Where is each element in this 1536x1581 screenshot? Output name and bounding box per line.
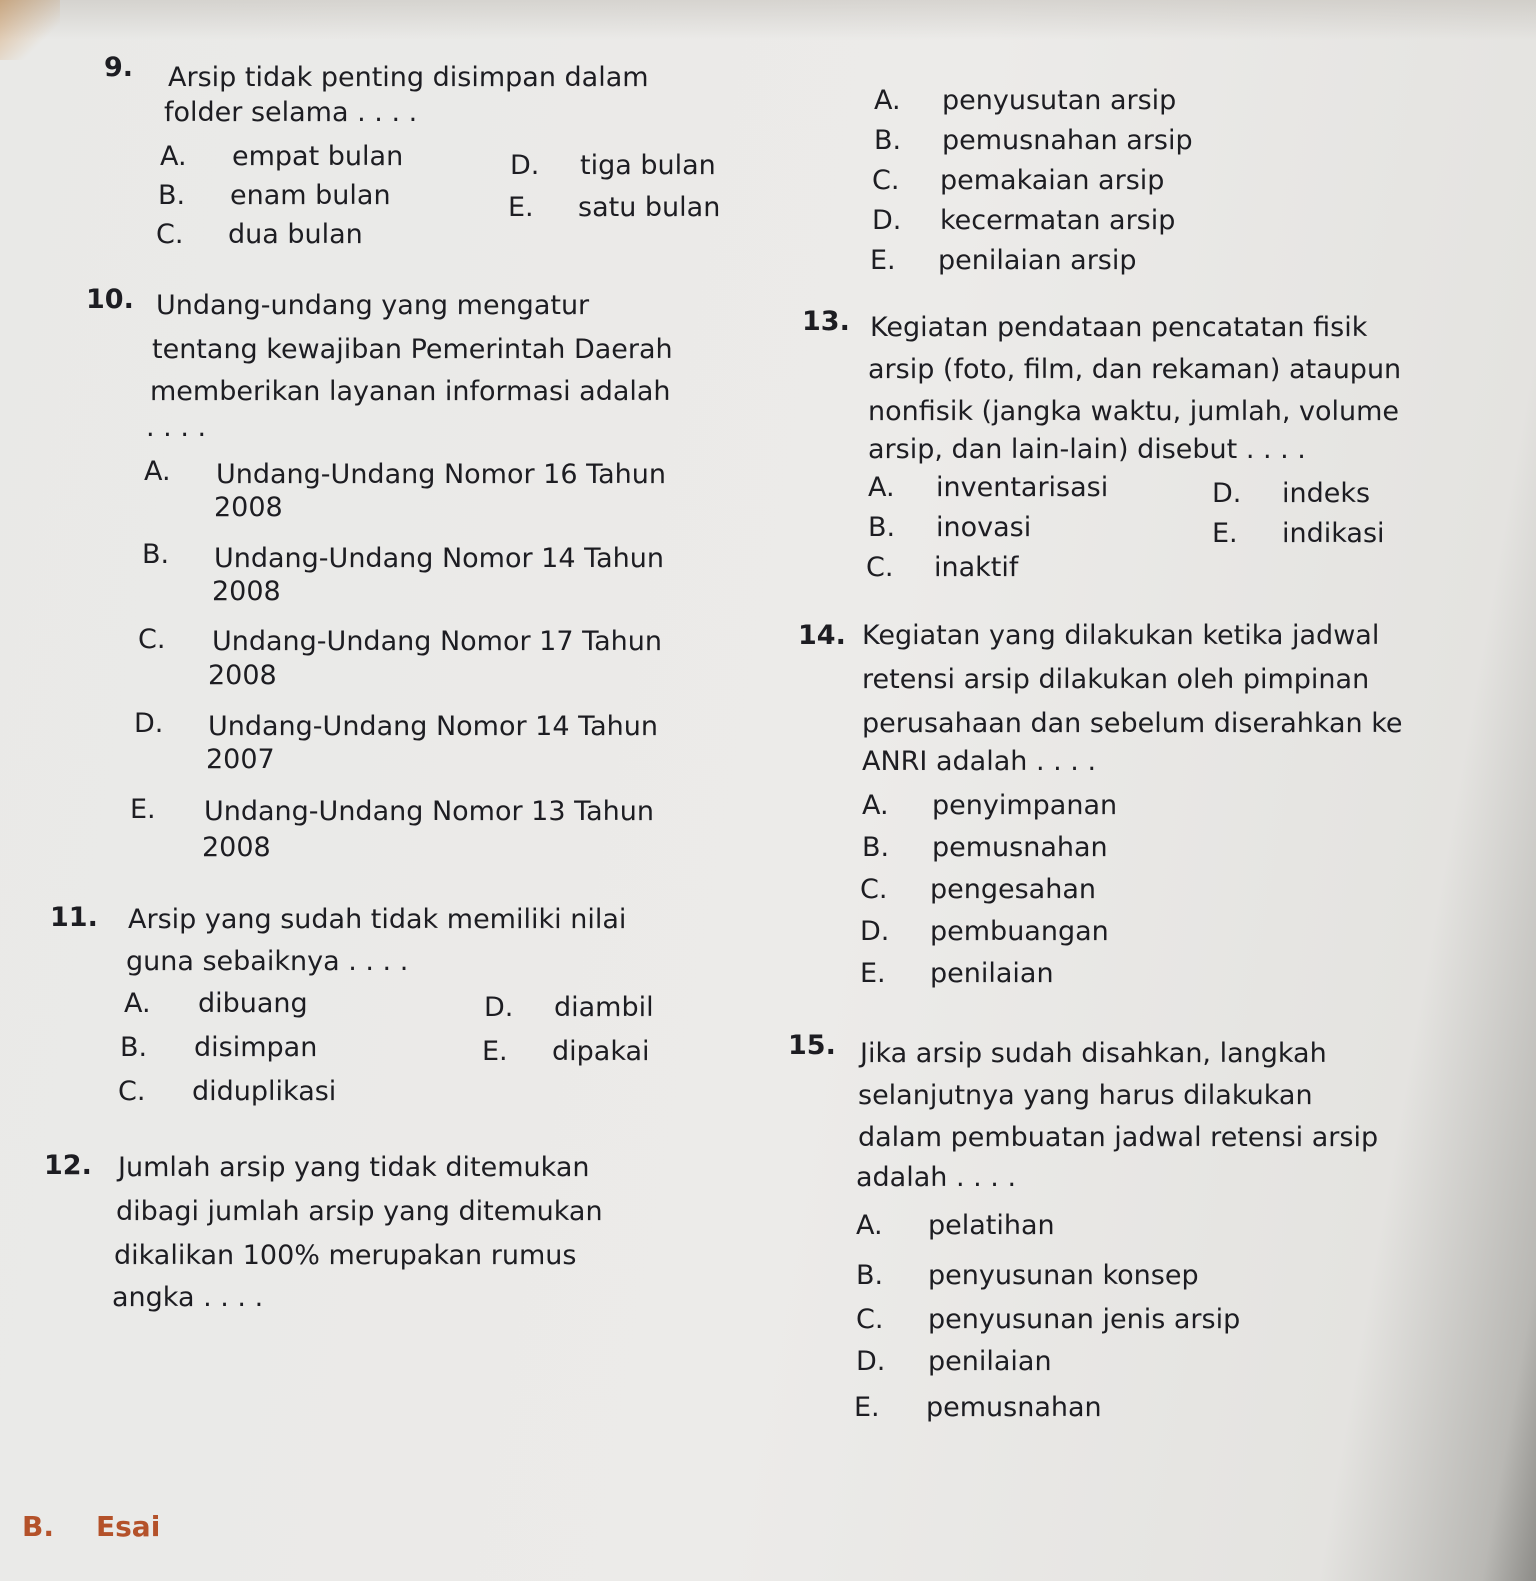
option-letter: E. bbox=[1212, 518, 1238, 549]
option-text-continued: 2008 bbox=[214, 492, 283, 523]
option-text: dibuang bbox=[198, 988, 308, 1019]
question-stem-line: nonfisik (jangka waktu, jumlah, volume bbox=[868, 396, 1400, 427]
question-stem-line: dikalikan 100% merupakan rumus bbox=[114, 1240, 577, 1271]
question-number: 12. bbox=[44, 1150, 92, 1181]
question-number: 11. bbox=[50, 902, 98, 933]
option-text: dua bulan bbox=[228, 219, 363, 250]
option-letter: A. bbox=[856, 1210, 883, 1241]
option-letter: D. bbox=[856, 1346, 886, 1377]
option-letter: A. bbox=[874, 85, 901, 116]
option-letter: C. bbox=[860, 874, 888, 905]
option-text: indeks bbox=[1282, 478, 1371, 509]
option-letter: E. bbox=[870, 245, 896, 276]
page-top-shadow bbox=[0, 0, 1536, 40]
option-letter: C. bbox=[138, 624, 166, 655]
question-stem-line: ANRI adalah . . . . bbox=[862, 746, 1097, 777]
option-text: pemusnahan arsip bbox=[942, 125, 1193, 156]
option-text: Undang-Undang Nomor 13 Tahun bbox=[204, 796, 655, 827]
option-letter: D. bbox=[510, 150, 540, 181]
question-stem-line: Undang-undang yang mengatur bbox=[156, 290, 590, 321]
option-text: pembuangan bbox=[930, 916, 1109, 947]
option-text: inventarisasi bbox=[936, 472, 1109, 503]
question-stem-line: . . . . bbox=[146, 412, 207, 443]
question-number: 14. bbox=[798, 620, 846, 651]
question-stem-line: angka . . . . bbox=[112, 1282, 264, 1313]
question-stem-line: adalah . . . . bbox=[856, 1162, 1017, 1193]
option-text: diduplikasi bbox=[192, 1076, 337, 1107]
question-stem-line: Arsip tidak penting disimpan dalam bbox=[168, 62, 649, 93]
option-text-continued: 2008 bbox=[202, 832, 271, 863]
question-stem-line: Arsip yang sudah tidak memiliki nilai bbox=[128, 904, 627, 935]
option-text: inaktif bbox=[934, 552, 1019, 583]
option-text: enam bulan bbox=[230, 180, 391, 211]
option-text-continued: 2008 bbox=[208, 660, 277, 691]
question-stem-line: arsip (foto, film, dan rekaman) ataupun bbox=[868, 354, 1402, 385]
option-text: Undang-Undang Nomor 17 Tahun bbox=[212, 626, 663, 657]
option-text-continued: 2007 bbox=[206, 744, 275, 775]
question-stem-line: guna sebaiknya . . . . bbox=[126, 946, 409, 977]
question-stem-line: arsip, dan lain-lain) disebut . . . . bbox=[868, 434, 1306, 465]
section-title: Esai bbox=[96, 1510, 161, 1543]
question-stem-line: retensi arsip dilakukan oleh pimpinan bbox=[862, 664, 1370, 695]
option-text: pemusnahan bbox=[932, 832, 1108, 863]
question-stem-line: dalam pembuatan jadwal retensi arsip bbox=[858, 1122, 1379, 1153]
option-letter: B. bbox=[158, 180, 186, 211]
option-letter: D. bbox=[860, 916, 890, 947]
question-stem-line: tentang kewajiban Pemerintah Daerah bbox=[152, 334, 673, 365]
option-text: Undang-Undang Nomor 14 Tahun bbox=[208, 711, 659, 742]
question-stem-line: Kegiatan yang dilakukan ketika jadwal bbox=[862, 620, 1380, 651]
option-text: penyimpanan bbox=[932, 790, 1118, 821]
option-letter: E. bbox=[130, 794, 156, 825]
option-letter: C. bbox=[856, 1304, 884, 1335]
option-text: penilaian arsip bbox=[938, 245, 1137, 276]
option-text: penyusunan jenis arsip bbox=[928, 1304, 1241, 1335]
option-letter: D. bbox=[134, 708, 164, 739]
option-text: penilaian bbox=[930, 958, 1054, 989]
option-letter: E. bbox=[860, 958, 886, 989]
option-letter: C. bbox=[866, 552, 894, 583]
question-stem-line: Kegiatan pendataan pencatatan fisik bbox=[870, 312, 1368, 343]
option-letter: A. bbox=[868, 472, 895, 503]
option-text: Undang-Undang Nomor 16 Tahun bbox=[216, 459, 667, 490]
option-text: penyusutan arsip bbox=[942, 85, 1177, 116]
question-number: 13. bbox=[802, 306, 850, 337]
option-text: pemakaian arsip bbox=[940, 165, 1165, 196]
option-text: pelatihan bbox=[928, 1210, 1055, 1241]
option-letter: D. bbox=[872, 205, 902, 236]
option-letter: E. bbox=[508, 192, 534, 223]
option-letter: B. bbox=[868, 512, 896, 543]
option-letter: A. bbox=[124, 988, 151, 1019]
question-stem-line: perusahaan dan sebelum diserahkan ke bbox=[862, 708, 1403, 739]
option-text: satu bulan bbox=[578, 192, 721, 223]
option-letter: C. bbox=[118, 1076, 146, 1107]
option-letter: E. bbox=[482, 1036, 508, 1067]
option-letter: D. bbox=[484, 992, 514, 1023]
option-letter: B. bbox=[862, 832, 890, 863]
option-letter: B. bbox=[856, 1260, 884, 1291]
option-text: pemusnahan bbox=[926, 1392, 1102, 1423]
option-text: empat bulan bbox=[232, 141, 404, 172]
section-letter: B. bbox=[22, 1510, 54, 1543]
question-stem-line: Jika arsip sudah disahkan, langkah bbox=[860, 1038, 1327, 1069]
option-text-continued: 2008 bbox=[212, 576, 281, 607]
question-stem-line: memberikan layanan informasi adalah bbox=[150, 376, 671, 407]
question-stem-line: folder selama . . . . bbox=[164, 97, 418, 128]
option-text: diambil bbox=[554, 992, 654, 1023]
question-number: 9. bbox=[104, 52, 134, 83]
question-stem-line: selanjutnya yang harus dilakukan bbox=[858, 1080, 1313, 1111]
option-text: penyusunan konsep bbox=[928, 1260, 1199, 1291]
option-text: Undang-Undang Nomor 14 Tahun bbox=[214, 543, 665, 574]
option-letter: C. bbox=[156, 219, 184, 250]
option-text: indikasi bbox=[1282, 518, 1385, 549]
option-letter: D. bbox=[1212, 478, 1242, 509]
option-text: inovasi bbox=[936, 512, 1032, 543]
option-text: kecermatan arsip bbox=[940, 205, 1176, 236]
option-letter: B. bbox=[120, 1032, 148, 1063]
option-letter: A. bbox=[862, 790, 889, 821]
question-number: 10. bbox=[86, 284, 134, 315]
question-number: 15. bbox=[788, 1030, 836, 1061]
option-text: pengesahan bbox=[930, 874, 1096, 905]
option-letter: B. bbox=[142, 539, 170, 570]
option-text: tiga bulan bbox=[580, 150, 716, 181]
option-text: disimpan bbox=[194, 1032, 318, 1063]
option-letter: B. bbox=[874, 125, 902, 156]
question-stem-line: Jumlah arsip yang tidak ditemukan bbox=[118, 1152, 590, 1183]
question-stem-line: dibagi jumlah arsip yang ditemukan bbox=[116, 1196, 603, 1227]
option-letter: E. bbox=[854, 1392, 880, 1423]
option-letter: C. bbox=[872, 165, 900, 196]
option-text: penilaian bbox=[928, 1346, 1052, 1377]
option-text: dipakai bbox=[552, 1036, 650, 1067]
option-letter: A. bbox=[160, 141, 187, 172]
option-letter: A. bbox=[144, 456, 171, 487]
